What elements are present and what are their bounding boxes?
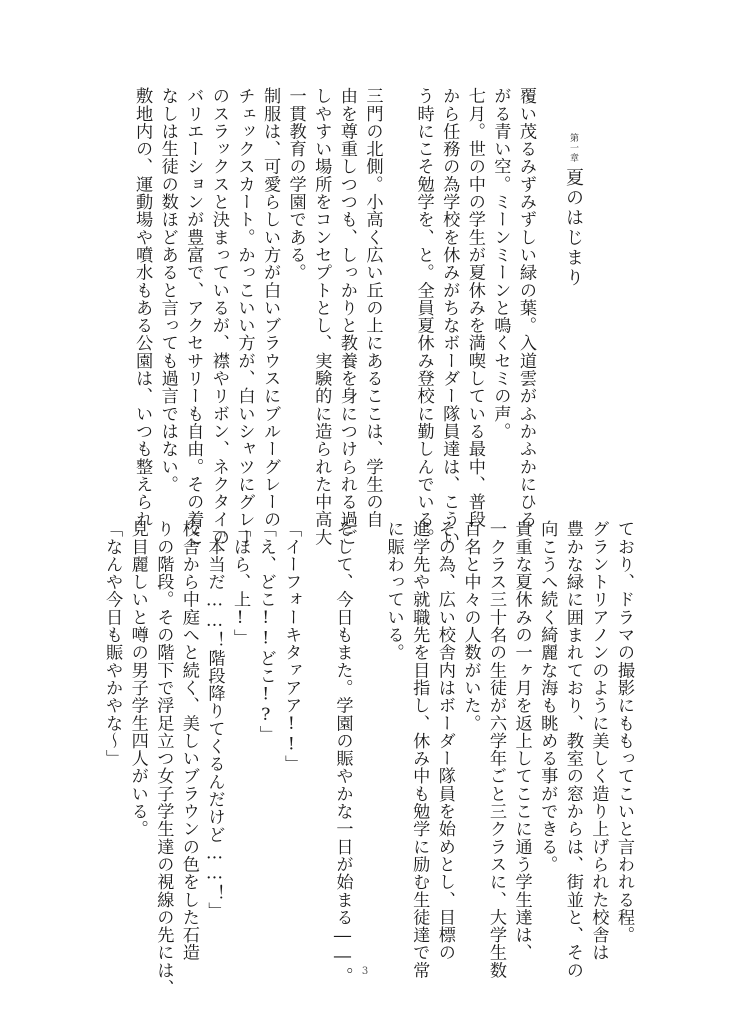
text-line: 一貫教育の学園である。 bbox=[285, 87, 306, 282]
text-line: のスラックスと決まっているが、襟やリボン、ネクタイの bbox=[208, 87, 229, 546]
text-line: 貴重な夏休みの一ヶ月を返上してここに通う学生達は、 bbox=[511, 520, 532, 962]
text-line: 「え、どこ!!どこ!?」 bbox=[255, 520, 276, 743]
text-line: 進学先や就職先を目指し、休み中も勉学に励む生徒達で常 bbox=[409, 520, 430, 979]
text-line: 「なんや今日も賑やかやな～」 bbox=[102, 520, 123, 768]
text-line: 三門の北側。小高く広い丘の上にあるここは、学生の自 bbox=[362, 87, 383, 529]
text-line: 七月。世の中の学生が夏休みを満喫している最中、普段 bbox=[464, 87, 485, 529]
page-number: 3 bbox=[361, 966, 369, 977]
text-line: 制服は、可愛らしい方が白いブラウスにブルーグレーの bbox=[260, 87, 281, 529]
text-line: そして、今日もまた。学園の賑やかな一日が始まる――。 bbox=[332, 520, 353, 985]
text-line: チェックスカート。かっこいい方が、白いシャツにグレー bbox=[234, 87, 255, 546]
chapter-title: 夏のはじまり bbox=[563, 168, 584, 289]
text-line: グラントリアノンのように美しく造り上げられた校舎は bbox=[588, 520, 609, 962]
chapter-label: 第一章 bbox=[568, 133, 578, 163]
text-line bbox=[303, 520, 329, 940]
text-line: 向こうへ続く綺麗な海も眺める事ができる。 bbox=[537, 520, 558, 873]
text-line bbox=[384, 87, 410, 507]
text-line: 覆い茂るみずみずしい緑の葉。入道雲がふかふかにひろ bbox=[516, 87, 536, 529]
bottom-text-block bbox=[96, 520, 636, 997]
text-line: りの階段。その階下で浮足立つ女子学生達の視線の先には、 bbox=[153, 520, 174, 997]
text-line: なしは生徒の数ほどあると言っても過言ではない。 bbox=[157, 87, 178, 493]
text-line: その為、広い校舎内はボーダー隊員を始めとし、目標の bbox=[434, 520, 455, 962]
text-line: ており、ドラマの撮影にももってこいと言われる程。 bbox=[614, 520, 634, 944]
text-line: 一クラス三十名の生徒が六学年ごと三クラスに、大学生数 bbox=[486, 520, 507, 979]
text-line: 由を尊重しつつも、しっかりと教養を身につけられる過ご bbox=[336, 87, 357, 546]
top-text-block bbox=[106, 87, 538, 546]
text-line: 校舎から中庭へと続く、美しいブラウンの色をした石造 bbox=[178, 520, 199, 962]
text-line: 見目麗しいと噂の男子学生四人がいる。 bbox=[127, 520, 148, 838]
text-line: 「イーフォーキタァアア!!」 bbox=[281, 520, 302, 773]
text-line: 「本当だ……！階段降りてくるんだけど……！」 bbox=[204, 520, 225, 920]
text-line: に賑わっている。 bbox=[383, 520, 404, 662]
text-line: から任務の為学校を休みがちなボーダー隊員達は、こうい bbox=[439, 87, 460, 546]
text-line: 豊かな緑に囲まれており、教室の窓からは、街並と、その bbox=[562, 520, 583, 979]
text-line: 百名と中々の人数がいた。 bbox=[460, 520, 481, 732]
text-line bbox=[354, 520, 380, 940]
chapter-heading bbox=[556, 133, 586, 323]
text-line: 「ほら、上!」 bbox=[230, 520, 251, 647]
text-line: バリエーションが豊富で、アクセサリーも自由。その着こ bbox=[183, 87, 204, 546]
text-line: 敷地内の、運動場や噴水もある公園は、いつも整えられ bbox=[132, 87, 153, 529]
text-line: しやすい場所をコンセプトとし、実験的に造られた中高大 bbox=[311, 87, 332, 546]
text-line: がる青い空。ミーンミーンと鳴くセミの声。 bbox=[490, 87, 511, 440]
text-line: う時にこそ勉学を、と。全員夏休み登校に勤しんでいる。 bbox=[413, 87, 434, 546]
